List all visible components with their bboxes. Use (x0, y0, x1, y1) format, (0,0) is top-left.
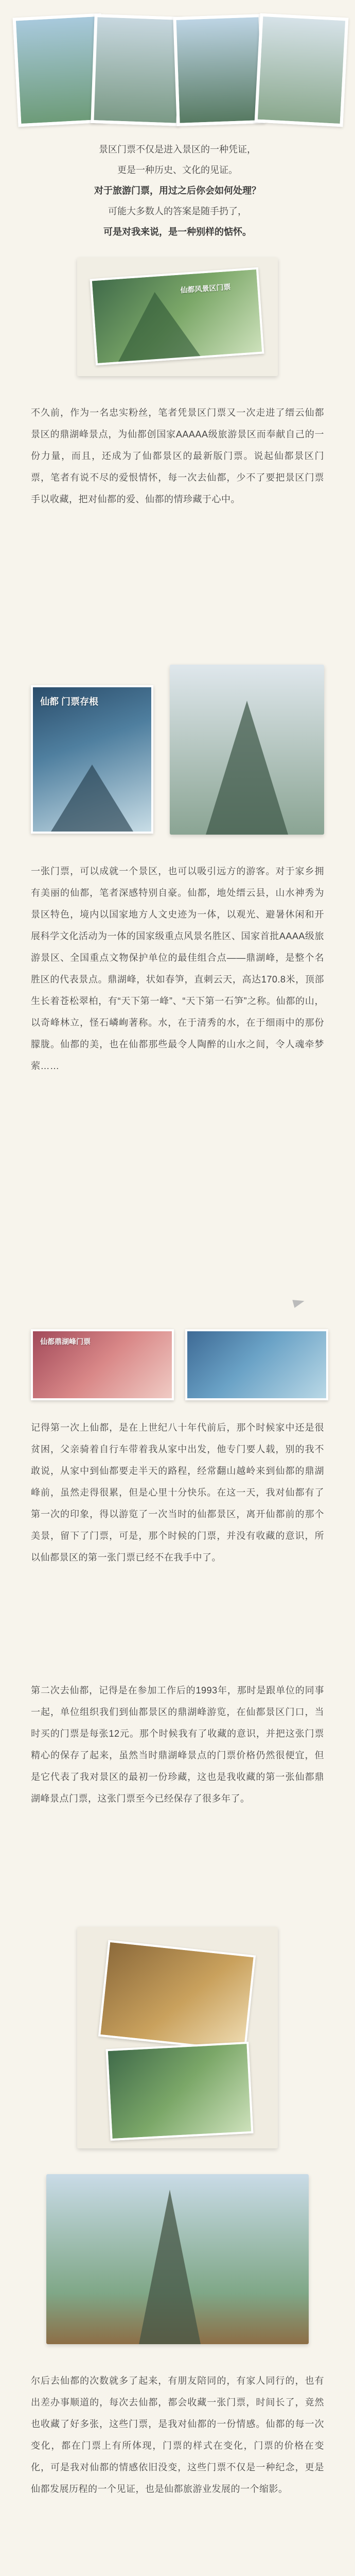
scenery-photo-2 (46, 2174, 309, 2344)
peak-shape-2 (139, 2190, 201, 2344)
para-2-block (31, 860, 324, 1077)
para-5-block (31, 2370, 324, 2500)
paragraph-2: 一张门票，可以成就一个景区，也可以吸引远方的游客。对于家乡拥有美丽的仙都，笔者深感特别自豪。仙都，地处缙云县，山水神秀为景区特色，境内以国家地方人文史迹为一体，以观光、避暑休闲和开展科学文化活动为一体的国家级重点风景名胜区、国家首批AAAA级旅游景区、全国重点文物保护单位的最佳组合点——鼎湖峰，是整个名胜区的代表景点。鼎湖峰，状如春笋，直刺云天，高达170.8米，顶部生长着苍松翠柏，有“天下第一峰”、“天下第一石笋”之称。仙都的山，以奇峰林立，怪石嶙峋著称。水，在于清秀的水，在于细雨中的那份朦胧。仙都的美，也在仙都那些最令人陶醉的山水之间，令人魂牵梦萦…… (31, 866, 324, 1071)
para-1-block (31, 402, 324, 510)
intro-line-4: 可能大多数人的答案是随手扔了， (108, 206, 247, 216)
intro-line-3: 对于旅游门票，用过之后你会如何处理？ (94, 185, 261, 196)
peak-shape (206, 701, 288, 835)
header-photo-4 (255, 13, 349, 127)
ticket-pair-label: 仙都鼎湖峰门票 (40, 1337, 91, 1346)
ticket-photo-1 (77, 258, 278, 376)
mountain-shape-2 (51, 765, 133, 832)
paragraph-1: 不久前，作为一名忠实粉丝，笔者凭景区门票又一次走进了缙云仙都景区的鼎湖峰景点，为仙都创国家AAAAA级旅游景区而奉献自己的一份力量，而且，还成为了仙都景区的最新版门票。说起仙都景区门票，笔者有说不尽的爱恨情怀，每一次去仙都，少不了要把景区门票手以收藏，把对仙都的爱、仙都的情珍藏于心中。 (31, 408, 324, 504)
scenery-photo-1 (170, 665, 324, 835)
ticket-image-3 (98, 1940, 256, 2052)
ticket-pair-left (31, 1329, 174, 1400)
header-photo-2 (91, 14, 183, 126)
paragraph-5: 尔后去仙都的次数就多了起来，有朋友陪同的，有家人同行的，也有出差办事顺道的，每次去仙都，都会收藏一张门票，时间长了，竟然也收藏了好多张，这些门票，是我对仙都的一份情感。仙都的每一次变化，都在门票上有所体现，门票的样式在变化，门票的价格在变化，可是我对仙都的情感依旧没变，这些门票不仅是一种纪念，更是仙都发展历程的一个见证，也是仙都旅游业发展的一个缩影。 (31, 2376, 324, 2494)
ticket-photo-3 (77, 1927, 278, 2148)
intro-line-1: 景区门票不仅是进入景区的一种凭证， (99, 144, 256, 155)
mountain-shape (114, 289, 201, 362)
header-photo-3 (173, 14, 265, 126)
ticket-image (90, 267, 264, 365)
paper-plane-icon (292, 1297, 305, 1308)
header-photo-strip (15, 15, 340, 124)
paragraph-4: 第二次去仙都，记得是在参加工作后的1993年，那时是跟单位的同事一起，单位组织我们到仙都景区的鼎湖峰游览，在仙都景区门口，当时买的门票是每张12元。那个时候我有了收藏的意识，并把这张门票精心的保存了起来，虽然当时鼎湖峰景点的门票价格仍然很便宜，但是它代表了我对景区的最初一份珍藏，这也是我收藏的第一张仙都鼎湖峰景点门票，这张门票至今已经保存了很多年了。 (31, 1685, 324, 1804)
ticket-pair-right (185, 1329, 328, 1400)
intro-line-2: 更是一种历史、文化的见证。 (117, 165, 238, 175)
intro-block (31, 139, 324, 242)
ticket-label: 仙都风景区门票 (180, 282, 231, 295)
paragraph-3: 记得第一次上仙都，是在上世纪八十年代前后，那个时候家中还是很贫困，父亲骑着自行车带着我从家中出发，他专门要人载，别的我不敢说，从家中到仙都要走半天的路程，经常翻山越岭来到仙都的鼎湖峰前，虽然走得很累，但是心里十分快乐。在这一天，我对仙都有了第一次的印象，得以游览了一次当时的仙都景区，离开仙都前的那个美景，留下了门票，可是，那个时候的门票，并没有收藏的意识，所以仙都景区的第一张门票已经不在我手中了。 (31, 1422, 324, 1563)
ticket-2-label: 仙都 门票存根 (40, 697, 99, 707)
intro-line-5: 可是对我来说，是一种别样的惦怀。 (103, 227, 252, 237)
para-4-block (31, 1680, 324, 1809)
ticket-photo-2 (31, 685, 153, 834)
ticket-image-4 (106, 2042, 254, 2141)
para-3-block (31, 1417, 324, 1568)
